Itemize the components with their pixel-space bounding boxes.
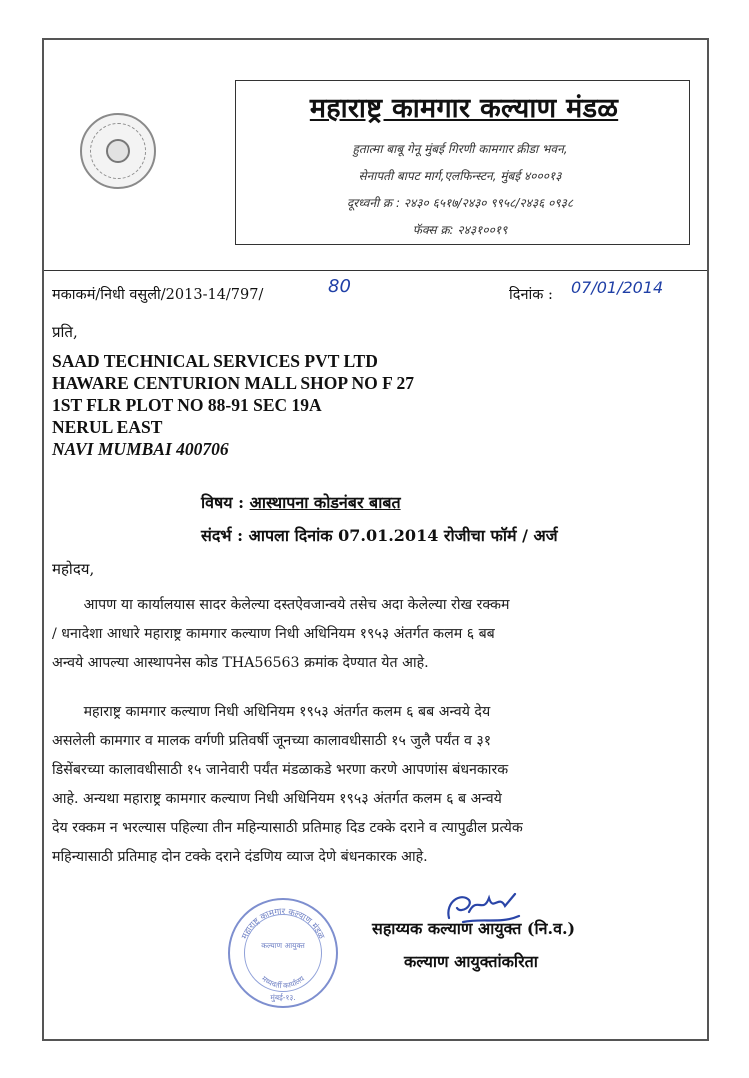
paragraph-line: महिन्यासाठी प्रतिमाह दोन टक्के दराने दंडणिय व्याज देणे बंधनकारक आहे. <box>52 849 428 865</box>
recipient-line: NERUL EAST <box>52 417 163 437</box>
salutation: महोदय, <box>52 560 95 578</box>
header-divider <box>44 270 707 271</box>
address-line-2: सेनापती बापट मार्ग,एलफिन्स्टन, मुंबई ४०००१३ <box>358 169 562 183</box>
subject-label: विषय : <box>201 493 250 512</box>
organization-seal-icon <box>80 113 156 189</box>
reference-line: संदर्भ : आपला दिनांक 07.01.2014 रोजीचा फॉर्म / अर्ज <box>201 526 558 545</box>
signatory-title: सहाय्यक कल्याण आयुक्त (नि.व.) <box>372 919 576 938</box>
recipient-prefix: प्रति, <box>52 323 78 341</box>
recipient-line: 1ST FLR PLOT NO 88-91 SEC 19A <box>52 395 322 415</box>
phone-line: दूरध्वनी क्र : २४३० ६५१७/२४३० ९९५८/२४३६ ०९३८ <box>346 196 574 210</box>
subject-line <box>201 491 401 513</box>
signatory-subtitle: कल्याण आयुक्तांकरिता <box>404 952 538 971</box>
subject-text: आस्थापना कोडनंबर बाबत <box>249 493 401 512</box>
paragraph-line: / धनादेशा आधारे महाराष्ट्र कामगार कल्याण निधी अधिनियम १९५३ अंतर्गत कलम ६ बब <box>52 626 495 642</box>
stamp-inner-text: कल्याण आयुक्त <box>261 941 305 950</box>
paragraph-line: आहे. अन्यथा महाराष्ट्र कामगार कल्याण निधी अधिनियम १९५३ अंतर्गत कलम ६ ब अन्वये <box>52 791 502 807</box>
stamp-bottom-text: मध्यवर्ती कार्यालय <box>259 974 307 991</box>
date-label: दिनांक : <box>509 287 553 303</box>
recipient-line: HAWARE CENTURION MALL SHOP NO F 27 <box>52 373 415 393</box>
handwritten-date: 07/01/2014 <box>571 278 664 297</box>
handwritten-reference-number: 80 <box>328 276 351 297</box>
address-line-1: हुतात्मा बाबू गेनू मुंबई गिरणी कामगार क्रीडा भवन, <box>352 142 568 156</box>
stamp-outer-text: महाराष्ट्र कामगार कल्याण मंडळ <box>239 906 327 941</box>
fax-line: फॅक्स क्र: २४३१००१९ <box>412 223 508 237</box>
recipient-line: SAAD TECHNICAL SERVICES PVT LTD <box>52 351 378 371</box>
paragraph-line: महाराष्ट्र कामगार कल्याण निधी अधिनियम १९५३ अंतर्गत कलम ६ बब अन्वये देय <box>52 704 491 720</box>
recipient-address <box>52 350 414 460</box>
paragraph-1 <box>52 591 700 678</box>
paragraph-line: देय रक्कम न भरल्यास पहिल्या तीन महिन्यासाठी प्रतिमाह दिड टक्के दराने व त्यापुढील प्रत्येक <box>52 820 523 836</box>
office-stamp-icon <box>228 898 338 1008</box>
paragraph-line: डिसेंबरच्या कालावधीसाठी १५ जानेवारी पर्यंत मंडळाकडे भरणा करणे आपणांस बंधनकारक <box>52 762 509 778</box>
recipient-line: NAVI MUMBAI 400706 <box>52 439 229 459</box>
paragraph-line: असलेली कामगार व मालक वर्गणी प्रतिवर्षी जूनच्या कालावधीसाठी १५ जुलै पर्यंत व ३१ <box>52 733 492 749</box>
organization-name: महाराष्ट्र कामगार कल्याण मंडळ <box>309 93 619 124</box>
stamp-city: मुंबई-१३. <box>270 993 296 1002</box>
reference-number: मकाकमं/निधी वसुली/2013-14/797/ <box>52 287 264 303</box>
paragraph-line: अन्वये आपल्या आस्थापनेस कोड THA56563 क्रमांक देण्यात येत आहे. <box>52 655 429 671</box>
paragraph-line: आपण या कार्यालयास सादर केलेल्या दस्तऐवजान्वये तसेच अदा केलेल्या रोख रक्कम <box>52 597 510 613</box>
paragraph-2 <box>52 698 700 872</box>
